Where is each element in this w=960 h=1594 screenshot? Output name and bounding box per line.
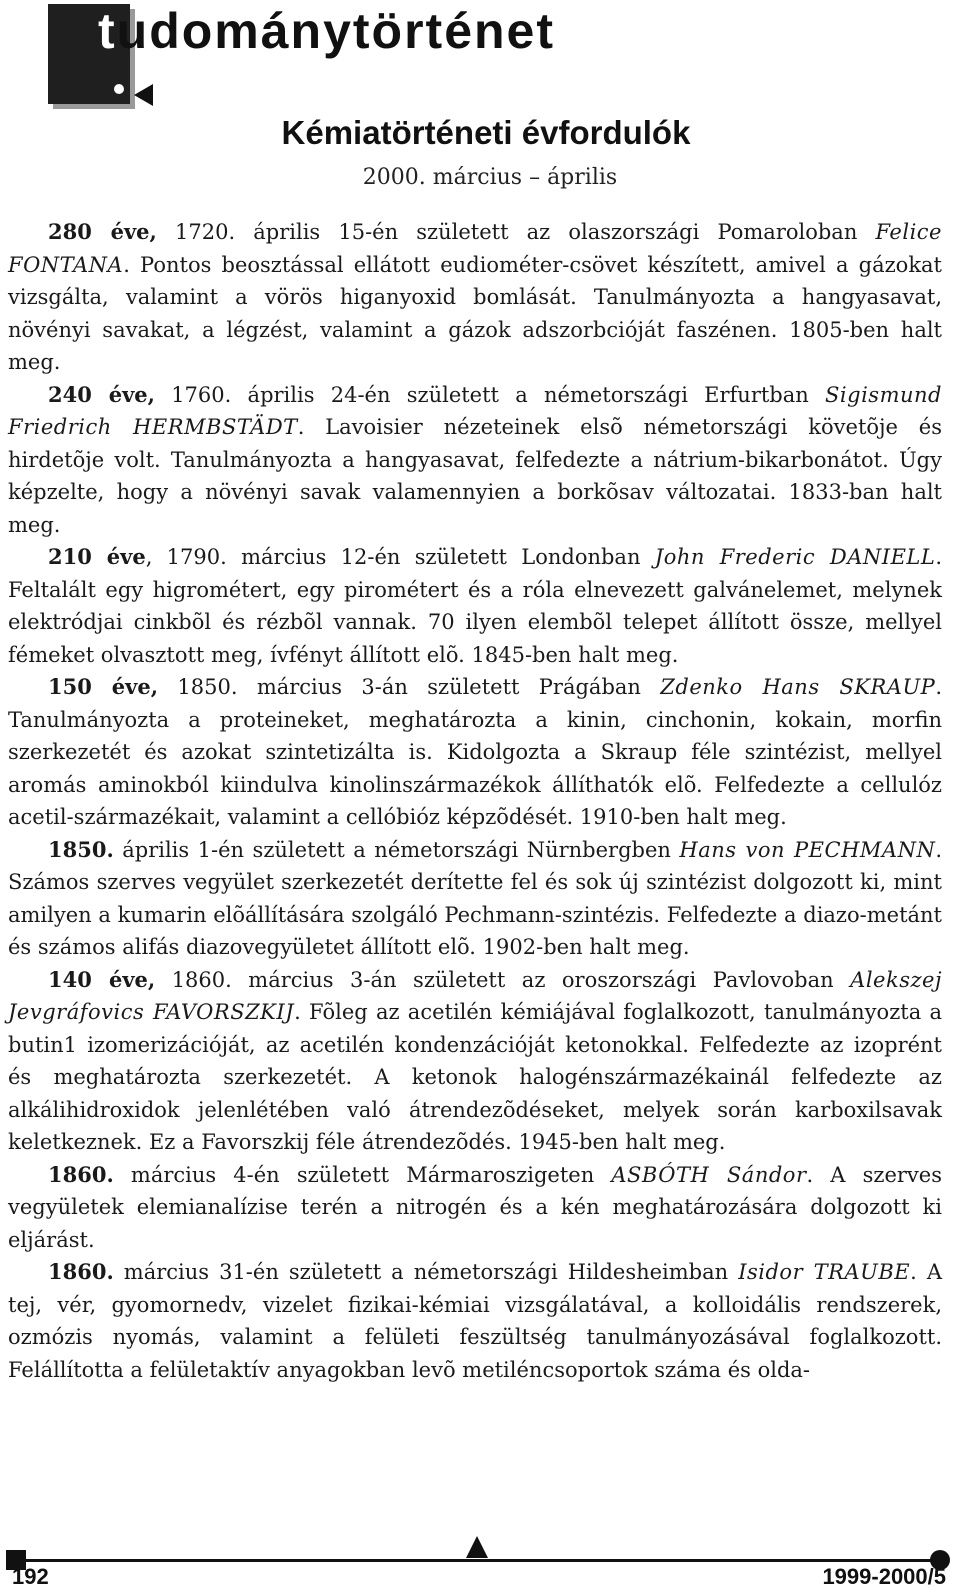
entry-lead: 140 éve, — [48, 966, 156, 992]
page-footer — [0, 1520, 960, 1594]
entry-rest: . Számos szerves vegyület szerkezetét derítette fel és sok új szintézist dolgozott ki, mint amilyen a kumarin elõállítására szolgáló Pechmann-szintézis. Felfedezte a diazo-metánt és számos alifás diazovegyületet állított elõ. 1902-ben halt meg. — [8, 837, 943, 959]
entry-text: 1760. április 24-én született a németországi Erfurtban — [154, 382, 826, 407]
entry-text: április 1-én született a németországi Nürnbergben — [113, 837, 680, 862]
entry-rest: . Fõleg az acetilén kémiájával foglalkozott, tanulmányozta a butin1 izomerizációját, az acetilén kondenzációját ketonokkal. Felfedezte az izoprént és meghatározta szerkezetét. A ketonok halogénszármazékainál felfedezte az alkálihidroxidok jelenlétében való átrendezõdéseket, melyek során karboxilsavak keletkeznek. Ez a Favorszkij féle átrendezõdés. 1945-ben halt meg. — [8, 1000, 943, 1154]
section-title — [98, 2, 555, 60]
entry-text: 1850. március 3-án született Prágában — [158, 675, 661, 699]
logo-dot-icon — [114, 84, 124, 94]
page-number: 192 — [12, 1564, 49, 1589]
entry-lead: 1850. — [48, 836, 114, 862]
entry-person: Zdenko Hans SKRAUP — [660, 675, 936, 699]
entry-lead: 1860. — [48, 1259, 114, 1284]
section-header — [0, 0, 960, 120]
issue-number: 1999-2000/5 — [822, 1564, 946, 1589]
entry-rest: . A tej, vér, gyomornedv, vizelet fizikai-kémiai vizsgálatával, a kolloidális rendszerek, ozmózis nyomás, valamint a felületi feszültség tanulmányozásával foglalkozott. Felállította a felületaktív anyagokban levõ metiléncsoportok száma és olda- — [8, 1260, 942, 1382]
entry-person: Sigismund Friedrich HERMBSTÄDT — [8, 382, 942, 439]
section-title-rest: udománytörténet — [116, 3, 556, 59]
article-subtitle: 2000. március – április — [362, 165, 618, 190]
entry-person: Felice FONTANA — [8, 220, 942, 277]
entry-person: Isidor TRAUBE — [738, 1260, 911, 1284]
section-title-initial: t — [98, 3, 117, 59]
entry-lead: 1860. — [48, 1161, 114, 1187]
anniversary-entry — [8, 834, 942, 964]
entry-person: Hans von PECHMANN — [679, 837, 936, 862]
entry-text: március 4-én született Mármaroszigeten — [113, 1162, 612, 1187]
entry-text: 1860. március 3-án született az oroszországi Pavlovoban — [155, 967, 851, 992]
article-body — [8, 216, 942, 1386]
entry-lead: 150 éve, — [48, 674, 159, 699]
footer-rule — [14, 1559, 944, 1562]
anniversary-entry — [8, 671, 942, 834]
entry-rest: . Feltalált egy higrométert, egy pirométert és a róla elnevezett galvánelemet, melynek elektródjai cinkbõl és rézbõl vannak. 70 ilyen elembõl telepet állított össze, mellyel fémeket olvasztott meg, ívfényt állított elõ. 1845-ben halt meg. — [8, 545, 942, 667]
arrow-left-icon — [134, 84, 153, 106]
entry-person: ASBÓTH Sándor — [611, 1162, 807, 1187]
anniversary-entry — [8, 216, 942, 379]
entry-lead: 210 éve — [48, 544, 146, 569]
anniversary-entry — [8, 964, 942, 1159]
entry-text: , 1790. március 12-én született Londonban — [145, 545, 655, 569]
entry-rest: . Lavoisier nézeteinek elsõ németországi követõje és hirdetõje volt. Tanulmányozta a hangyasavat, felfedezte a nátrium-bikarbonátot. Úgy képzelte, hogy a növényi savak valamennyien a borkõsav változatai. 1833-ban halt meg. — [8, 415, 942, 537]
entry-rest: . Tanulmányozta a proteineket, meghatározta a kinin, cinchonin, kokain, morfin szerkezetét és azokat szintetizálta is. Kidolgozta a Skraup féle szintézist, mellyel aromás aminokból kiindulva kinolinszármazékok állíthatók elõ. Felfedezte a cellulóz acetil-származékait, valamint a cellóbióz képzõdését. 1910-ben halt meg. — [8, 675, 942, 829]
article-title: Kémiatörténeti évfordulók — [281, 114, 691, 151]
entry-rest: . Pontos beosztással ellátott eudiométer-csövet készített, amivel a gázokat vizsgálta, valamint a vörös higanyoxid bomlását. Tanulmányozta a hangyasavat, növényi savakat, a légzést, valamint a gázok adszorbcióját faszénen. 1805-ben halt meg. — [8, 252, 942, 374]
anniversary-entry — [8, 1256, 942, 1386]
entry-person: Alekszej Jevgráfovics FAVORSZKIJ — [8, 967, 942, 1024]
triangle-icon — [466, 1536, 488, 1558]
anniversary-entry — [8, 541, 942, 671]
entry-person: John Frederic DANIELL — [654, 545, 936, 569]
entry-text: 1720. április 15-én született az olaszországi Pomaroloban — [156, 220, 876, 244]
entry-text: március 31-én született a németországi Hildesheimban — [113, 1260, 739, 1284]
anniversary-entry — [8, 379, 942, 542]
entry-lead: 240 éve, — [48, 381, 155, 407]
anniversary-entry — [8, 1159, 942, 1257]
entry-rest: . A szerves vegyületek elemianalízise terén a nitrogén és a kén meghatározására dolgozott ki eljárást. — [8, 1162, 942, 1252]
entry-lead: 280 éve, — [48, 219, 157, 244]
